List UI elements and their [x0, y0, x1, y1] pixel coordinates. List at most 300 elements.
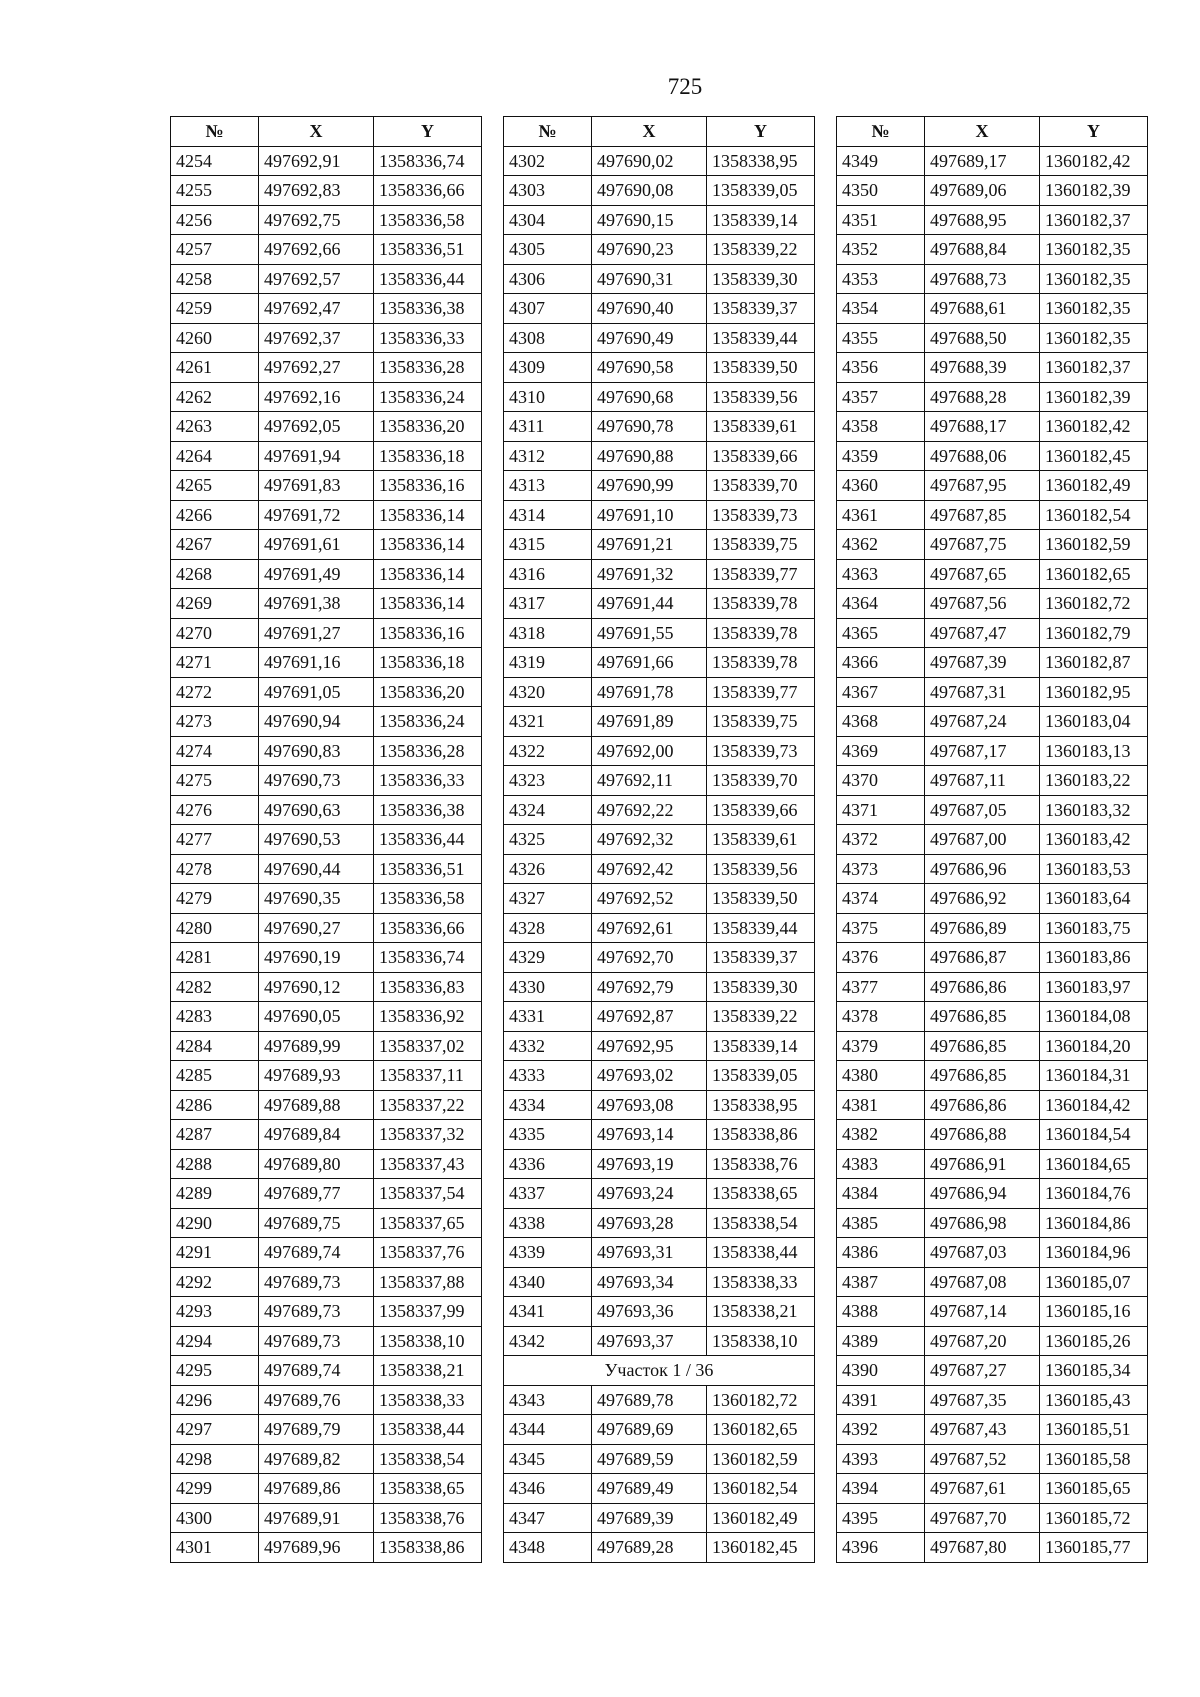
- point-number-cell: 4308: [504, 323, 592, 353]
- y-coordinate-cell: 1358336,74: [374, 146, 482, 176]
- point-number-cell: 4351: [837, 205, 925, 235]
- table-row: [504, 1385, 815, 1415]
- x-coordinate-cell: 497686,86: [925, 1090, 1040, 1120]
- table-row: [837, 1002, 1148, 1032]
- table-row: [837, 766, 1148, 796]
- x-coordinate-cell: 497692,83: [259, 176, 374, 206]
- table-row: [837, 648, 1148, 678]
- x-coordinate-cell: 497689,84: [259, 1120, 374, 1150]
- x-coordinate-cell: 497689,91: [259, 1503, 374, 1533]
- x-coordinate-cell: 497688,73: [925, 264, 1040, 294]
- x-coordinate-cell: 497692,95: [592, 1031, 707, 1061]
- x-coordinate-cell: 497692,87: [592, 1002, 707, 1032]
- table-row: [171, 176, 482, 206]
- x-coordinate-cell: 497687,61: [925, 1474, 1040, 1504]
- y-coordinate-cell: 1358336,58: [374, 884, 482, 914]
- column-header-x: X: [925, 117, 1040, 147]
- y-coordinate-cell: 1358338,44: [707, 1238, 815, 1268]
- table-row: [171, 1385, 482, 1415]
- point-number-cell: 4280: [171, 913, 259, 943]
- table-row: [837, 323, 1148, 353]
- x-coordinate-cell: 497689,74: [259, 1238, 374, 1268]
- column-header-y: Y: [707, 117, 815, 147]
- x-coordinate-cell: 497687,31: [925, 677, 1040, 707]
- x-coordinate-cell: 497688,28: [925, 382, 1040, 412]
- y-coordinate-cell: 1358339,78: [707, 618, 815, 648]
- y-coordinate-cell: 1360182,79: [1040, 618, 1148, 648]
- table-row: [837, 530, 1148, 560]
- x-coordinate-cell: 497692,11: [592, 766, 707, 796]
- y-coordinate-cell: 1360183,42: [1040, 825, 1148, 855]
- section-label: Участок 1 / 36: [504, 1356, 815, 1386]
- point-number-cell: 4319: [504, 648, 592, 678]
- y-coordinate-cell: 1360183,22: [1040, 766, 1148, 796]
- x-coordinate-cell: 497693,37: [592, 1326, 707, 1356]
- x-coordinate-cell: 497686,92: [925, 884, 1040, 914]
- point-number-cell: 4369: [837, 736, 925, 766]
- y-coordinate-cell: 1360182,72: [1040, 589, 1148, 619]
- x-coordinate-cell: 497692,00: [592, 736, 707, 766]
- x-coordinate-cell: 497692,22: [592, 795, 707, 825]
- table-row: [504, 766, 815, 796]
- table-row: [504, 1415, 815, 1445]
- table-row: [837, 353, 1148, 383]
- table-row: [171, 559, 482, 589]
- table-row: [837, 854, 1148, 884]
- table-row: [171, 382, 482, 412]
- table-row: [837, 1120, 1148, 1150]
- x-coordinate-cell: 497689,80: [259, 1149, 374, 1179]
- table-row: [171, 264, 482, 294]
- table-row: [837, 1503, 1148, 1533]
- y-coordinate-cell: 1358339,44: [707, 323, 815, 353]
- point-number-cell: 4304: [504, 205, 592, 235]
- y-coordinate-cell: 1358337,43: [374, 1149, 482, 1179]
- y-coordinate-cell: 1358338,76: [707, 1149, 815, 1179]
- point-number-cell: 4350: [837, 176, 925, 206]
- x-coordinate-cell: 497693,24: [592, 1179, 707, 1209]
- point-number-cell: 4327: [504, 884, 592, 914]
- y-coordinate-cell: 1360184,08: [1040, 1002, 1148, 1032]
- y-coordinate-cell: 1360184,96: [1040, 1238, 1148, 1268]
- point-number-cell: 4285: [171, 1061, 259, 1091]
- point-number-cell: 4323: [504, 766, 592, 796]
- x-coordinate-cell: 497689,86: [259, 1474, 374, 1504]
- point-number-cell: 4388: [837, 1297, 925, 1327]
- x-coordinate-cell: 497687,47: [925, 618, 1040, 648]
- point-number-cell: 4329: [504, 943, 592, 973]
- table-row: [504, 1208, 815, 1238]
- point-number-cell: 4345: [504, 1444, 592, 1474]
- y-coordinate-cell: 1358336,66: [374, 913, 482, 943]
- table-row: [504, 205, 815, 235]
- x-coordinate-cell: 497686,94: [925, 1179, 1040, 1209]
- point-number-cell: 4348: [504, 1533, 592, 1563]
- y-coordinate-cell: 1358336,33: [374, 766, 482, 796]
- table-row: [171, 1267, 482, 1297]
- table-row: [837, 382, 1148, 412]
- table-row: [171, 294, 482, 324]
- x-coordinate-cell: 497690,58: [592, 353, 707, 383]
- x-coordinate-cell: 497692,16: [259, 382, 374, 412]
- y-coordinate-cell: 1360184,54: [1040, 1120, 1148, 1150]
- y-coordinate-cell: 1358339,70: [707, 471, 815, 501]
- y-coordinate-cell: 1360182,59: [1040, 530, 1148, 560]
- point-number-cell: 4278: [171, 854, 259, 884]
- table-row: [171, 1090, 482, 1120]
- y-coordinate-cell: 1358339,05: [707, 176, 815, 206]
- x-coordinate-cell: 497691,78: [592, 677, 707, 707]
- point-number-cell: 4356: [837, 353, 925, 383]
- table-row: [837, 618, 1148, 648]
- y-coordinate-cell: 1358339,75: [707, 707, 815, 737]
- coordinates-table-1: [170, 116, 482, 1563]
- y-coordinate-cell: 1360182,45: [1040, 441, 1148, 471]
- table-row: [837, 235, 1148, 265]
- point-number-cell: 4377: [837, 972, 925, 1002]
- y-coordinate-cell: 1360182,35: [1040, 294, 1148, 324]
- table-row: [837, 559, 1148, 589]
- table-row: [504, 1061, 815, 1091]
- y-coordinate-cell: 1360183,86: [1040, 943, 1148, 973]
- table-row: [504, 795, 815, 825]
- page-number: 725: [667, 74, 703, 99]
- point-number-cell: 4270: [171, 618, 259, 648]
- point-number-cell: 4283: [171, 1002, 259, 1032]
- point-number-cell: 4289: [171, 1179, 259, 1209]
- table-row: [171, 1356, 482, 1386]
- x-coordinate-cell: 497687,20: [925, 1326, 1040, 1356]
- x-coordinate-cell: 497693,31: [592, 1238, 707, 1268]
- y-coordinate-cell: 1358338,65: [707, 1179, 815, 1209]
- y-coordinate-cell: 1358339,56: [707, 382, 815, 412]
- y-coordinate-cell: 1358336,44: [374, 825, 482, 855]
- point-number-cell: 4314: [504, 500, 592, 530]
- table-row: [504, 618, 815, 648]
- point-number-cell: 4365: [837, 618, 925, 648]
- point-number-cell: 4335: [504, 1120, 592, 1150]
- y-coordinate-cell: 1358339,61: [707, 412, 815, 442]
- table-row: [171, 441, 482, 471]
- table-row: [837, 441, 1148, 471]
- point-number-cell: 4254: [171, 146, 259, 176]
- table-row: [837, 294, 1148, 324]
- y-coordinate-cell: 1358336,16: [374, 471, 482, 501]
- point-number-cell: 4326: [504, 854, 592, 884]
- table-row: [504, 353, 815, 383]
- y-coordinate-cell: 1358336,20: [374, 677, 482, 707]
- y-coordinate-cell: 1360182,54: [1040, 500, 1148, 530]
- x-coordinate-cell: 497691,44: [592, 589, 707, 619]
- y-coordinate-cell: 1360184,31: [1040, 1061, 1148, 1091]
- point-number-cell: 4384: [837, 1179, 925, 1209]
- y-coordinate-cell: 1360182,37: [1040, 205, 1148, 235]
- table-row: [171, 825, 482, 855]
- point-number-cell: 4338: [504, 1208, 592, 1238]
- x-coordinate-cell: 497686,85: [925, 1031, 1040, 1061]
- y-coordinate-cell: 1358336,16: [374, 618, 482, 648]
- table-row: [171, 854, 482, 884]
- x-coordinate-cell: 497686,86: [925, 972, 1040, 1002]
- table-row: [837, 1090, 1148, 1120]
- point-number-cell: 4276: [171, 795, 259, 825]
- table-row: [504, 943, 815, 973]
- y-coordinate-cell: 1358339,30: [707, 264, 815, 294]
- table-row: [837, 825, 1148, 855]
- y-coordinate-cell: 1358339,75: [707, 530, 815, 560]
- point-number-cell: 4297: [171, 1415, 259, 1445]
- point-number-cell: 4318: [504, 618, 592, 648]
- y-coordinate-cell: 1360185,07: [1040, 1267, 1148, 1297]
- x-coordinate-cell: 497688,17: [925, 412, 1040, 442]
- point-number-cell: 4265: [171, 471, 259, 501]
- point-number-cell: 4256: [171, 205, 259, 235]
- y-coordinate-cell: 1358338,86: [374, 1533, 482, 1563]
- x-coordinate-cell: 497692,52: [592, 884, 707, 914]
- x-coordinate-cell: 497686,98: [925, 1208, 1040, 1238]
- x-coordinate-cell: 497691,38: [259, 589, 374, 619]
- x-coordinate-cell: 497692,91: [259, 146, 374, 176]
- y-coordinate-cell: 1360185,77: [1040, 1533, 1148, 1563]
- point-number-cell: 4394: [837, 1474, 925, 1504]
- point-number-cell: 4264: [171, 441, 259, 471]
- y-coordinate-cell: 1358337,22: [374, 1090, 482, 1120]
- point-number-cell: 4311: [504, 412, 592, 442]
- table-row: [171, 1238, 482, 1268]
- x-coordinate-cell: 497690,73: [259, 766, 374, 796]
- table-row: [504, 1149, 815, 1179]
- point-number-cell: 4371: [837, 795, 925, 825]
- table-row: [171, 530, 482, 560]
- point-number-cell: 4387: [837, 1267, 925, 1297]
- y-coordinate-cell: 1358339,70: [707, 766, 815, 796]
- point-number-cell: 4336: [504, 1149, 592, 1179]
- x-coordinate-cell: 497690,99: [592, 471, 707, 501]
- point-number-cell: 4341: [504, 1297, 592, 1327]
- y-coordinate-cell: 1358339,73: [707, 736, 815, 766]
- x-coordinate-cell: 497689,73: [259, 1267, 374, 1297]
- x-coordinate-cell: 497693,34: [592, 1267, 707, 1297]
- x-coordinate-cell: 497688,61: [925, 294, 1040, 324]
- point-number-cell: 4340: [504, 1267, 592, 1297]
- y-coordinate-cell: 1360183,53: [1040, 854, 1148, 884]
- y-coordinate-cell: 1358338,54: [374, 1444, 482, 1474]
- y-coordinate-cell: 1360183,13: [1040, 736, 1148, 766]
- x-coordinate-cell: 497692,42: [592, 854, 707, 884]
- y-coordinate-cell: 1360182,37: [1040, 353, 1148, 383]
- y-coordinate-cell: 1360184,76: [1040, 1179, 1148, 1209]
- y-coordinate-cell: 1360182,39: [1040, 382, 1148, 412]
- x-coordinate-cell: 497689,78: [592, 1385, 707, 1415]
- table-row: [171, 323, 482, 353]
- point-number-cell: 4288: [171, 1149, 259, 1179]
- table-row: [504, 441, 815, 471]
- point-number-cell: 4396: [837, 1533, 925, 1563]
- point-number-cell: 4284: [171, 1031, 259, 1061]
- y-coordinate-cell: 1358339,14: [707, 205, 815, 235]
- table-row: [504, 1238, 815, 1268]
- table-row: [504, 854, 815, 884]
- x-coordinate-cell: 497687,00: [925, 825, 1040, 855]
- table-row: [171, 146, 482, 176]
- table-row: [171, 1326, 482, 1356]
- table-row: [837, 205, 1148, 235]
- point-number-cell: 4258: [171, 264, 259, 294]
- table-row: [504, 648, 815, 678]
- table-row: [837, 1297, 1148, 1327]
- x-coordinate-cell: 497690,63: [259, 795, 374, 825]
- point-number-cell: 4346: [504, 1474, 592, 1504]
- y-coordinate-cell: 1358336,33: [374, 323, 482, 353]
- point-number-cell: 4355: [837, 323, 925, 353]
- x-coordinate-cell: 497689,39: [592, 1503, 707, 1533]
- x-coordinate-cell: 497691,10: [592, 500, 707, 530]
- table-row: [504, 530, 815, 560]
- y-coordinate-cell: 1360182,49: [707, 1503, 815, 1533]
- x-coordinate-cell: 497692,61: [592, 913, 707, 943]
- point-number-cell: 4320: [504, 677, 592, 707]
- table-row: [504, 825, 815, 855]
- table-row: [504, 1533, 815, 1563]
- table-row: [837, 1238, 1148, 1268]
- point-number-cell: 4342: [504, 1326, 592, 1356]
- x-coordinate-cell: 497687,39: [925, 648, 1040, 678]
- x-coordinate-cell: 497691,05: [259, 677, 374, 707]
- table-row: [837, 913, 1148, 943]
- table-row: [504, 1326, 815, 1356]
- table-row: [837, 795, 1148, 825]
- y-coordinate-cell: 1358336,44: [374, 264, 482, 294]
- y-coordinate-cell: 1358339,66: [707, 441, 815, 471]
- point-number-cell: 4296: [171, 1385, 259, 1415]
- x-coordinate-cell: 497692,70: [592, 943, 707, 973]
- table-row: [171, 1208, 482, 1238]
- point-number-cell: 4257: [171, 235, 259, 265]
- y-coordinate-cell: 1360182,35: [1040, 264, 1148, 294]
- x-coordinate-cell: 497687,56: [925, 589, 1040, 619]
- table-row: [171, 1061, 482, 1091]
- x-coordinate-cell: 497692,05: [259, 412, 374, 442]
- table-row: [837, 1444, 1148, 1474]
- x-coordinate-cell: 497690,27: [259, 913, 374, 943]
- y-coordinate-cell: 1360185,58: [1040, 1444, 1148, 1474]
- y-coordinate-cell: 1360182,49: [1040, 471, 1148, 501]
- y-coordinate-cell: 1358336,38: [374, 294, 482, 324]
- point-number-cell: 4353: [837, 264, 925, 294]
- point-number-cell: 4316: [504, 559, 592, 589]
- y-coordinate-cell: 1360182,35: [1040, 323, 1148, 353]
- point-number-cell: 4307: [504, 294, 592, 324]
- x-coordinate-cell: 497686,88: [925, 1120, 1040, 1150]
- table-row: [504, 412, 815, 442]
- table-row: [171, 353, 482, 383]
- table-row: [171, 412, 482, 442]
- point-number-cell: 4295: [171, 1356, 259, 1386]
- table-row: [837, 677, 1148, 707]
- point-number-cell: 4260: [171, 323, 259, 353]
- section-row: [504, 1356, 815, 1386]
- point-number-cell: 4333: [504, 1061, 592, 1091]
- x-coordinate-cell: 497692,32: [592, 825, 707, 855]
- x-coordinate-cell: 497690,02: [592, 146, 707, 176]
- x-coordinate-cell: 497689,76: [259, 1385, 374, 1415]
- table-row: [837, 471, 1148, 501]
- y-coordinate-cell: 1360182,42: [1040, 412, 1148, 442]
- table-row: [504, 884, 815, 914]
- y-coordinate-cell: 1358339,66: [707, 795, 815, 825]
- x-coordinate-cell: 497690,15: [592, 205, 707, 235]
- x-coordinate-cell: 497686,89: [925, 913, 1040, 943]
- y-coordinate-cell: 1360182,42: [1040, 146, 1148, 176]
- table-row: [837, 884, 1148, 914]
- y-coordinate-cell: 1358339,50: [707, 353, 815, 383]
- point-number-cell: 4359: [837, 441, 925, 471]
- table-row: [504, 1503, 815, 1533]
- point-number-cell: 4262: [171, 382, 259, 412]
- y-coordinate-cell: 1358339,14: [707, 1031, 815, 1061]
- table-row: [171, 972, 482, 1002]
- column-header-x: X: [592, 117, 707, 147]
- x-coordinate-cell: 497690,83: [259, 736, 374, 766]
- table-row: [837, 1179, 1148, 1209]
- point-number-cell: 4373: [837, 854, 925, 884]
- table-row: [171, 1031, 482, 1061]
- y-coordinate-cell: 1360182,65: [1040, 559, 1148, 589]
- table-row: [171, 471, 482, 501]
- point-number-cell: 4255: [171, 176, 259, 206]
- x-coordinate-cell: 497687,52: [925, 1444, 1040, 1474]
- y-coordinate-cell: 1360182,59: [707, 1444, 815, 1474]
- table-row: [171, 205, 482, 235]
- y-coordinate-cell: 1360185,16: [1040, 1297, 1148, 1327]
- x-coordinate-cell: 497692,75: [259, 205, 374, 235]
- point-number-cell: 4354: [837, 294, 925, 324]
- y-coordinate-cell: 1358339,37: [707, 943, 815, 973]
- point-number-cell: 4386: [837, 1238, 925, 1268]
- table-row: [837, 589, 1148, 619]
- x-coordinate-cell: 497690,23: [592, 235, 707, 265]
- table-row: [504, 1267, 815, 1297]
- y-coordinate-cell: 1360185,26: [1040, 1326, 1148, 1356]
- y-coordinate-cell: 1360183,97: [1040, 972, 1148, 1002]
- y-coordinate-cell: 1360185,43: [1040, 1385, 1148, 1415]
- point-number-cell: 4366: [837, 648, 925, 678]
- table-header-row: [504, 117, 815, 147]
- coordinates-table-2: [503, 116, 815, 1563]
- y-coordinate-cell: 1358338,65: [374, 1474, 482, 1504]
- table-row: [504, 294, 815, 324]
- point-number-cell: 4352: [837, 235, 925, 265]
- x-coordinate-cell: 497691,83: [259, 471, 374, 501]
- point-number-cell: 4279: [171, 884, 259, 914]
- point-number-cell: 4298: [171, 1444, 259, 1474]
- x-coordinate-cell: 497688,50: [925, 323, 1040, 353]
- x-coordinate-cell: 497693,28: [592, 1208, 707, 1238]
- point-number-cell: 4291: [171, 1238, 259, 1268]
- point-number-cell: 4364: [837, 589, 925, 619]
- point-number-cell: 4391: [837, 1385, 925, 1415]
- point-number-cell: 4303: [504, 176, 592, 206]
- table-row: [837, 1267, 1148, 1297]
- x-coordinate-cell: 497687,05: [925, 795, 1040, 825]
- x-coordinate-cell: 497689,93: [259, 1061, 374, 1091]
- y-coordinate-cell: 1358338,10: [374, 1326, 482, 1356]
- table-row: [171, 1179, 482, 1209]
- point-number-cell: 4302: [504, 146, 592, 176]
- point-number-cell: 4321: [504, 707, 592, 737]
- y-coordinate-cell: 1360184,65: [1040, 1149, 1148, 1179]
- table-row: [504, 1179, 815, 1209]
